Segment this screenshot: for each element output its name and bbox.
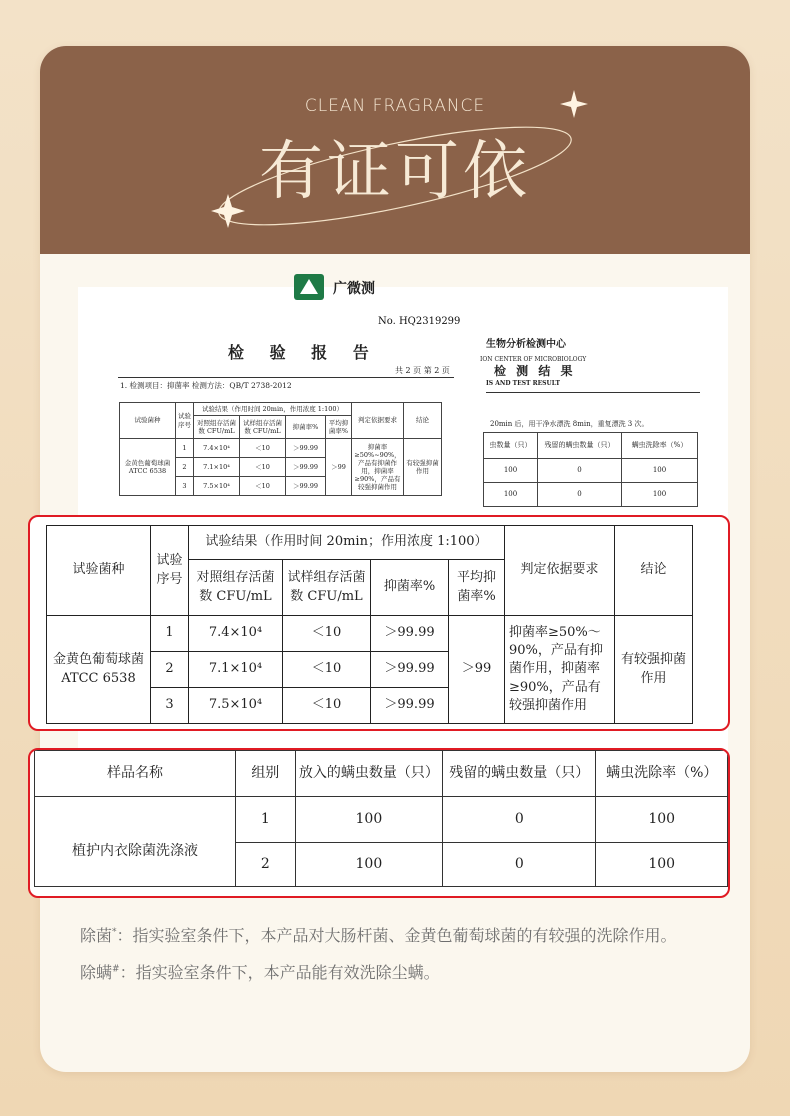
cell: ＞99.99 bbox=[286, 439, 326, 458]
cell: 结论 bbox=[404, 403, 442, 439]
cell: 1 bbox=[176, 439, 194, 458]
cell: 0 bbox=[538, 483, 622, 507]
cell: ＜10 bbox=[240, 477, 286, 496]
cell: 残留的螨虫数量（只） bbox=[538, 433, 622, 459]
header-sample: 试样组存活菌数 CFU/mL bbox=[283, 560, 371, 616]
mite-table bbox=[34, 750, 728, 887]
note-text: ：指实验室条件下，本产品能有效洗除尘螨。 bbox=[119, 963, 440, 982]
mites-left-cell: 0 bbox=[443, 797, 596, 843]
header-avg: 平均抑菌率% bbox=[449, 560, 505, 616]
cell: 100 bbox=[622, 483, 698, 507]
note-label: 除螨 bbox=[80, 963, 113, 982]
result-title: 检 测 结 果 bbox=[494, 364, 576, 378]
header-seq: 试验序号 bbox=[151, 526, 189, 616]
test-item: 1. 检测项目：抑菌率 检测方法：QB/T 2738-2012 bbox=[120, 381, 292, 390]
header-criteria: 判定依据要求 bbox=[505, 526, 615, 616]
cell: 7.5×10⁴ bbox=[194, 477, 240, 496]
header-group: 组别 bbox=[235, 751, 295, 797]
antibacterial-table bbox=[46, 525, 693, 724]
cell: 100 bbox=[484, 483, 538, 507]
cell: ＜10 bbox=[240, 458, 286, 477]
mites-left-cell: 0 bbox=[443, 843, 596, 887]
result-title-en: IS AND TEST RESULT bbox=[486, 380, 560, 387]
report-number: No. HQ2319299 bbox=[378, 316, 461, 327]
title-banner bbox=[40, 46, 750, 254]
seq-cell: 3 bbox=[151, 688, 189, 724]
conclusion-cell: 有较强抑菌作用 bbox=[615, 616, 693, 724]
cell: 抑菌率≥50%~90%，产品有抑菌作用，抑菌率≥90%，产品有较强抑菌作用 bbox=[352, 439, 404, 496]
cell: 抑菌率% bbox=[286, 416, 326, 439]
cell: 对照组存活菌数 CFU/mL bbox=[194, 416, 240, 439]
lab-logo-icon bbox=[292, 272, 326, 302]
report-title: 检 验 报 告 bbox=[228, 343, 379, 362]
mites-in-cell: 100 bbox=[295, 843, 442, 887]
note-antibacterial bbox=[80, 923, 677, 946]
report-page-info: 共 2 页 第 2 页 bbox=[395, 366, 450, 375]
cell: 螨虫洗除率（%） bbox=[622, 433, 698, 459]
note-text: ：指实验室条件下，本产品对大肠杆菌、金黄色葡萄球菌的有较强的洗除作用。 bbox=[116, 926, 677, 945]
note-mark: # bbox=[112, 964, 120, 975]
cell: 100 bbox=[622, 459, 698, 483]
sample-name-cell: 植护内衣除菌洗涤液 bbox=[35, 797, 236, 887]
strain-cell: 金黄色葡萄球菌 ATCC 6538 bbox=[47, 616, 151, 724]
sample-cell: ＜10 bbox=[283, 616, 371, 652]
report-small-table bbox=[119, 402, 442, 496]
avg-cell: ＞99 bbox=[449, 616, 505, 724]
banner-title: 有证可依 bbox=[259, 135, 531, 209]
rate-cell: ＞99.99 bbox=[371, 688, 449, 724]
note-mark: * bbox=[112, 927, 117, 938]
header-strain: 试验菌种 bbox=[47, 526, 151, 616]
header-rate: 抑菌率% bbox=[371, 560, 449, 616]
cell: 7.4×10⁴ bbox=[194, 439, 240, 458]
cell: 试验序号 bbox=[176, 403, 194, 439]
removal-rate-cell: 100 bbox=[596, 843, 728, 887]
rinse-note: 20min 后，用干净水漂洗 8min，重复漂洗 3 次。 bbox=[490, 420, 649, 428]
seq-cell: 1 bbox=[151, 616, 189, 652]
mite-highlight bbox=[28, 748, 730, 898]
center-name: 生物分析检测中心 bbox=[486, 339, 566, 350]
header-mites-in: 放入的螨虫数量（只） bbox=[295, 751, 442, 797]
cell: 0 bbox=[538, 459, 622, 483]
banner-subtitle: CLEAN FRAGRANCE bbox=[304, 96, 486, 116]
header-removal-rate: 螨虫洗除率（%） bbox=[596, 751, 728, 797]
note-label: 除菌 bbox=[80, 926, 113, 945]
cell: 有较强抑菌作用 bbox=[404, 439, 442, 496]
cell: 7.1×10⁴ bbox=[194, 458, 240, 477]
cell: ＜10 bbox=[240, 439, 286, 458]
seq-cell: 2 bbox=[151, 652, 189, 688]
cell: 3 bbox=[176, 477, 194, 496]
cell: 平均抑菌率% bbox=[326, 416, 352, 439]
cell: ＞99 bbox=[326, 439, 352, 496]
cell: 金黄色葡萄球菌 ATCC 6538 bbox=[120, 439, 176, 496]
antibacterial-highlight bbox=[28, 515, 730, 731]
group-cell: 2 bbox=[235, 843, 295, 887]
note-mite bbox=[80, 960, 440, 983]
cell: 试验菌种 bbox=[120, 403, 176, 439]
cell: 试验结果（作用时间 20min，作用浓度 1:100） bbox=[194, 403, 352, 416]
header-mites-left: 残留的螨虫数量（只） bbox=[443, 751, 596, 797]
lab-logo-text: 广微测 bbox=[333, 281, 375, 297]
cell: ＞99.99 bbox=[286, 458, 326, 477]
group-cell: 1 bbox=[235, 797, 295, 843]
criteria-cell: 抑菌率≥50%～90%，产品有抑菌作用，抑菌率≥90%，产品有较强抑菌作用 bbox=[505, 616, 615, 724]
header-control: 对照组存活菌数 CFU/mL bbox=[189, 560, 283, 616]
control-cell: 7.1×10⁴ bbox=[189, 652, 283, 688]
cell: 2 bbox=[176, 458, 194, 477]
rate-cell: ＞99.99 bbox=[371, 616, 449, 652]
divider bbox=[118, 377, 454, 378]
cell: ＞99.99 bbox=[286, 477, 326, 496]
center-name-en: ION CENTER OF MICROBIOLOGY bbox=[480, 356, 587, 363]
divider bbox=[486, 392, 700, 393]
removal-rate-cell: 100 bbox=[596, 797, 728, 843]
header-sample-name: 样品名称 bbox=[35, 751, 236, 797]
cell: 虫数量（只） bbox=[484, 433, 538, 459]
sample-cell: ＜10 bbox=[283, 688, 371, 724]
rate-cell: ＞99.99 bbox=[371, 652, 449, 688]
cell: 判定依据要求 bbox=[352, 403, 404, 439]
sample-cell: ＜10 bbox=[283, 652, 371, 688]
mites-in-cell: 100 bbox=[295, 797, 442, 843]
cell: 试样组存活菌数 CFU/mL bbox=[240, 416, 286, 439]
header-result: 试验结果（作用时间 20min；作用浓度 1:100） bbox=[189, 526, 505, 560]
control-cell: 7.5×10⁴ bbox=[189, 688, 283, 724]
cell: 100 bbox=[484, 459, 538, 483]
control-cell: 7.4×10⁴ bbox=[189, 616, 283, 652]
report-mite-table bbox=[483, 432, 698, 507]
header-conclusion: 结论 bbox=[615, 526, 693, 616]
